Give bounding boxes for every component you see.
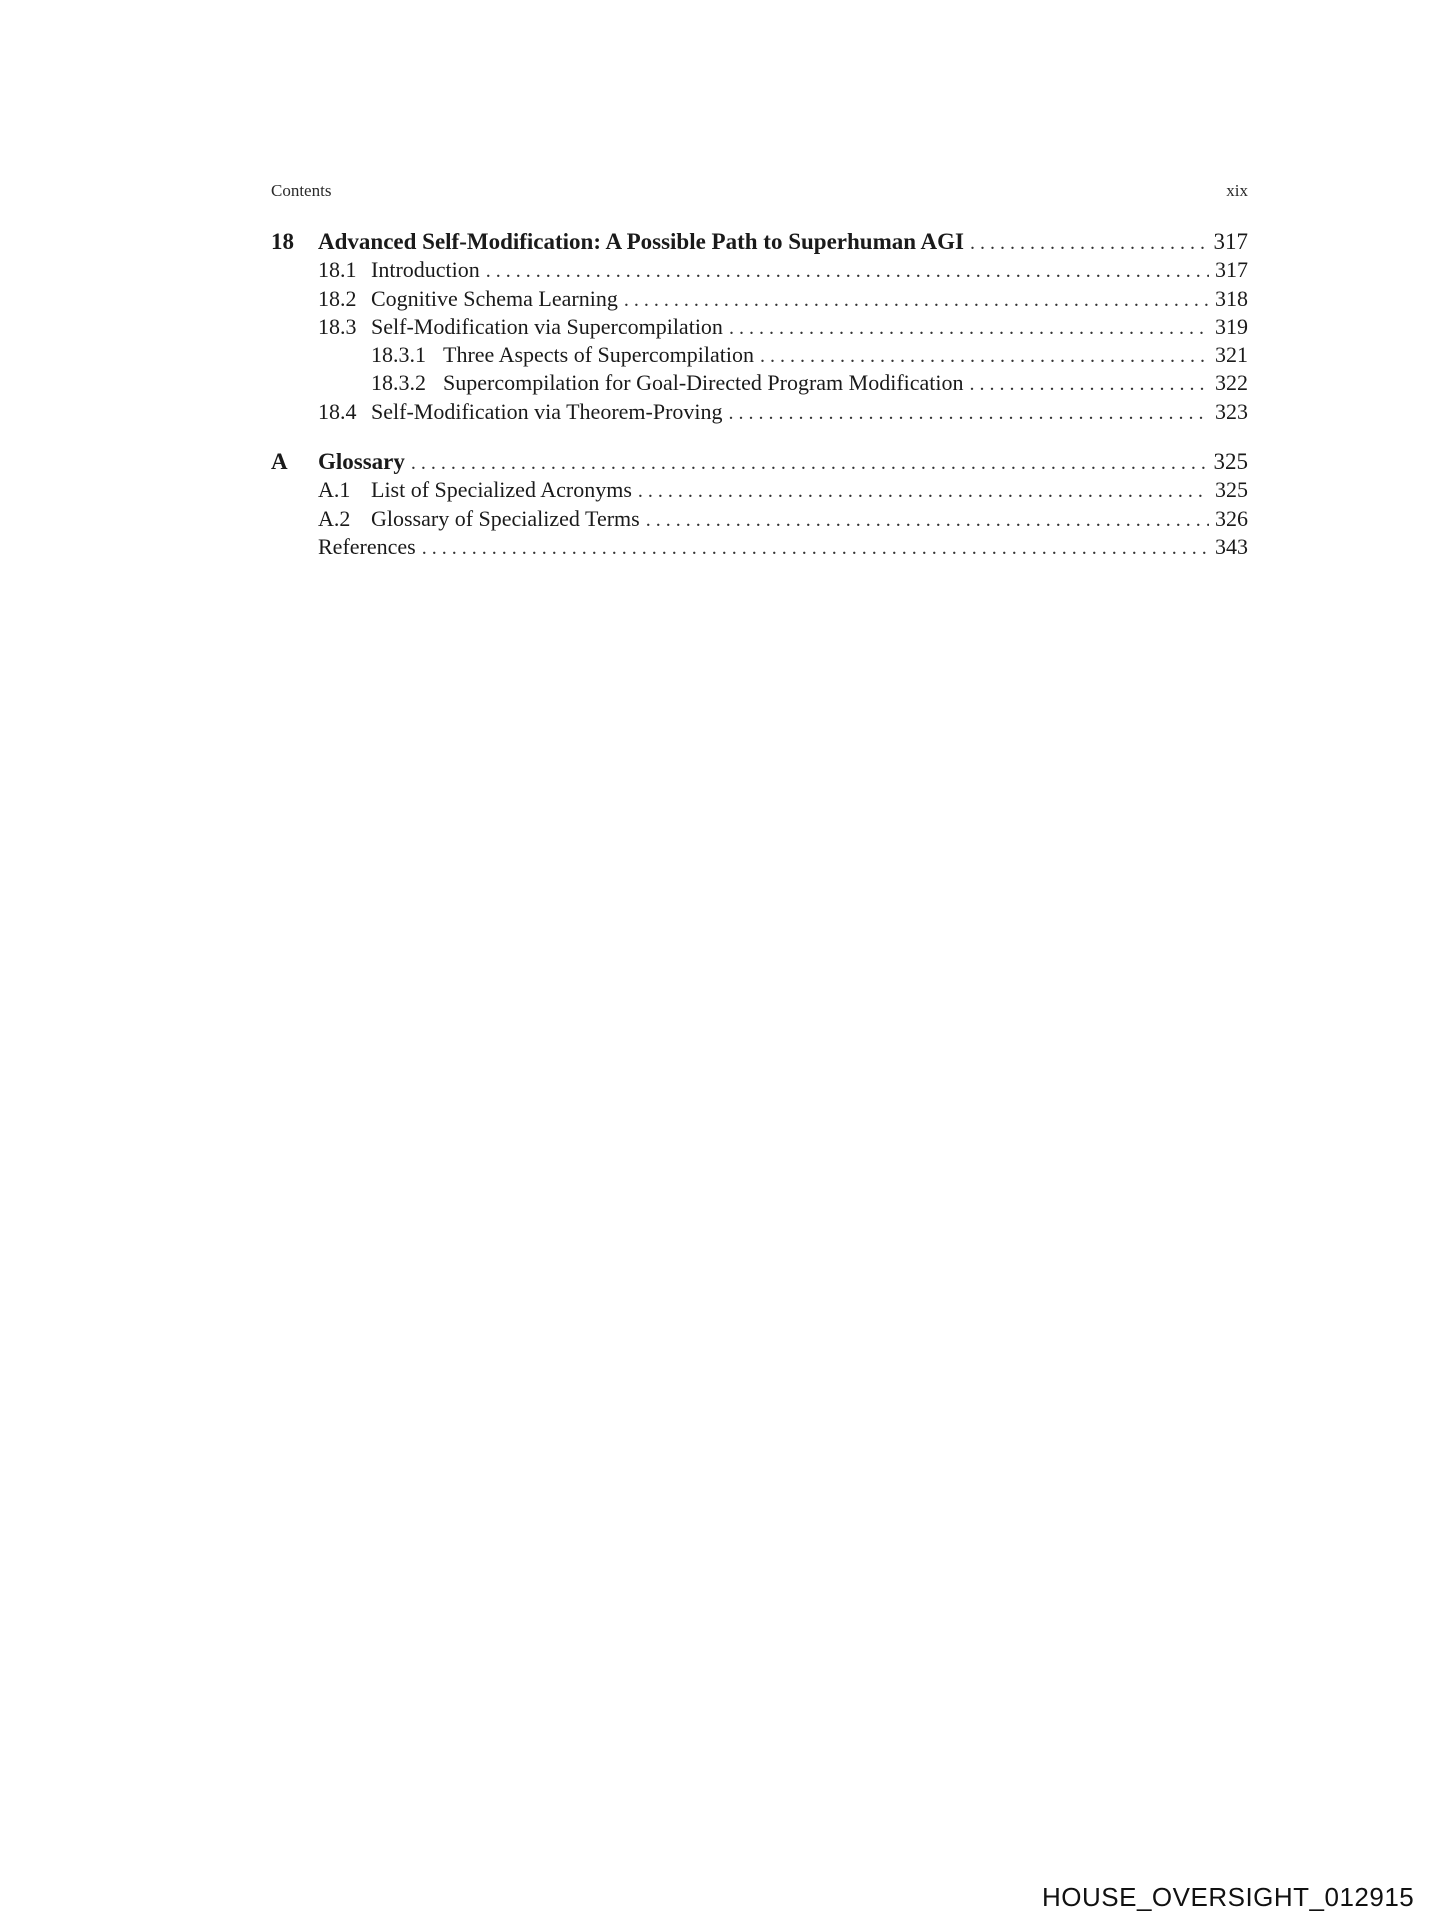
toc-entry-title: Supercompilation for Goal-Directed Program Modification [443,370,964,396]
toc-chapter-18[interactable] [271,228,1248,256]
toc-entry-number: 18.2 [318,285,357,311]
toc-entry-number: 18.4 [318,398,357,424]
toc-entry-page: 326 [1215,505,1248,531]
toc-entry-number: 18.3.2 [371,370,426,396]
bates-stamp: HOUSE_OVERSIGHT_012915 [1042,1882,1415,1912]
toc-entry-number: 18 [271,229,294,254]
toc-entry-title: Advanced Self-Modification: A Possible Path to Superhuman AGI [318,229,964,254]
toc-entry-title: Glossary of Specialized Terms [371,505,640,531]
toc-entry-page: 317 [1213,229,1248,254]
toc-entry-number: A.2 [318,505,351,531]
toc-entry-title: Introduction [371,257,480,283]
dot-leader [422,534,1209,562]
toc-section-18-3[interactable] [271,313,1248,341]
toc-entry-page: 322 [1215,370,1248,396]
toc-section-18-2[interactable] [271,285,1248,313]
dot-leader [624,286,1209,314]
toc-section-a-1[interactable] [271,476,1248,504]
dot-leader [729,399,1209,427]
toc-entry-title: References [318,533,416,559]
toc-entry-title: Three Aspects of Supercompilation [443,342,754,368]
toc-entry-page: 343 [1215,533,1248,559]
dot-leader [646,506,1209,534]
document-page [271,0,1248,1920]
page-number-roman: xix [1226,181,1248,200]
toc-entry-page: 321 [1215,342,1248,368]
toc-entry-page: 325 [1215,477,1248,503]
toc-section-18-4[interactable] [271,398,1248,426]
toc-entry-title: List of Specialized Acronyms [371,477,632,503]
toc-entry-page: 319 [1215,313,1248,339]
toc-entry-page: 323 [1215,398,1248,424]
dot-leader [411,449,1208,477]
toc-entry-number: A.1 [318,477,351,503]
dot-leader [638,477,1209,505]
toc-entry-page: 317 [1215,257,1248,283]
running-head-title: Contents [271,181,332,200]
dot-leader [970,370,1209,398]
toc-entry-title: Cognitive Schema Learning [371,285,618,311]
running-head [271,181,1248,201]
toc-entry-number: 18.3 [318,313,357,339]
toc-entry-title: Self-Modification via Theorem-Proving [371,398,723,424]
toc-entry-title: Self-Modification via Supercompilation [371,313,723,339]
toc-references[interactable] [271,533,1248,561]
dot-leader [970,229,1208,257]
dot-leader [486,257,1209,285]
toc-entry-number: 18.3.1 [371,342,426,368]
toc-section-a-2[interactable] [271,505,1248,533]
toc-entry-number: 18.1 [318,257,357,283]
toc-entry-page: 318 [1215,285,1248,311]
toc-entry-number: A [271,449,288,475]
table-of-contents [271,228,1248,561]
toc-appendix-a[interactable] [271,448,1248,476]
dot-leader [729,314,1209,342]
toc-subsection-18-3-2[interactable] [271,369,1248,397]
toc-entry-page: 325 [1213,449,1248,475]
toc-section-18-1[interactable] [271,256,1248,284]
toc-entry-title: Glossary [318,449,405,475]
toc-subsection-18-3-1[interactable] [271,341,1248,369]
dot-leader [760,342,1209,370]
